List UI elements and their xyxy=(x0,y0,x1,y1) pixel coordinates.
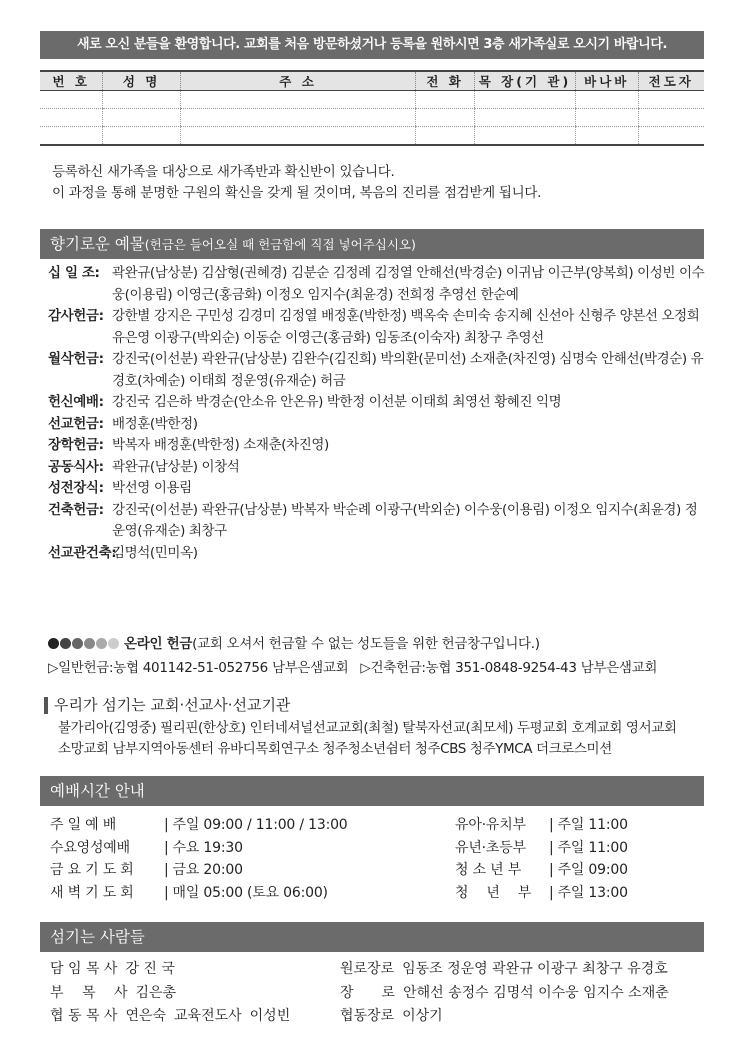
offering-row xyxy=(48,414,708,436)
elder-names: 이상기 xyxy=(402,1008,443,1024)
staff-names: 강 진 국 xyxy=(125,961,175,977)
missions-list xyxy=(58,718,708,760)
online-offering xyxy=(48,632,540,652)
table-cell xyxy=(180,109,416,127)
worship-time: 주일 13:00 xyxy=(557,884,628,901)
header-address: 주 소 xyxy=(180,71,416,91)
worship-time: 주일 09:00 / 11:00 / 13:00 xyxy=(172,817,348,833)
registration-header-row xyxy=(40,71,704,91)
worship-row xyxy=(455,837,628,860)
dot-icon xyxy=(60,638,71,649)
offering-label: 장학헌금: xyxy=(48,437,104,453)
offering-names: 배정훈(박한정) xyxy=(112,415,198,432)
worship-name: 청 소 년 부 xyxy=(455,862,522,878)
table-cell xyxy=(103,91,180,109)
table-cell xyxy=(576,91,638,109)
worship-row xyxy=(50,882,348,905)
table-cell xyxy=(638,127,704,146)
table-cell xyxy=(103,127,180,146)
dot-icon xyxy=(108,638,119,649)
separator: | xyxy=(164,884,169,901)
worship-right xyxy=(455,814,628,904)
elder-names: 임동조 정운영 곽완규 이광구 최창구 유경호 xyxy=(402,961,668,977)
table-cell xyxy=(416,109,475,127)
table-cell xyxy=(474,109,575,127)
offering-names: 박선영 이용림 xyxy=(112,480,192,496)
separator: | xyxy=(164,862,169,878)
missions-line-2: 소망교회 남부지역아동센터 유바디목회연구소 청주청소년쉼터 청주CBS 청주YMCA 더크로스미션 xyxy=(58,741,612,757)
worship-name: 유아·유치부 xyxy=(455,817,526,833)
elder-role: 협동장로 xyxy=(340,1008,395,1024)
offering-label: 건축헌금: xyxy=(48,501,104,518)
online-title: 온라인 헌금 xyxy=(124,636,193,652)
table-cell xyxy=(638,109,704,127)
worship-time: 주일 09:00 xyxy=(557,862,628,878)
staff-names: 김은총 xyxy=(135,984,177,1001)
table-cell xyxy=(638,91,704,109)
elder-role: 장 로 xyxy=(340,984,396,1001)
worship-name: 금 요 기 도 회 xyxy=(50,862,134,878)
staff-role: 부 목 사 xyxy=(50,984,128,1001)
worship-time: 주일 11:00 xyxy=(557,839,628,856)
table-cell xyxy=(474,91,575,109)
worship-time: 주일 11:00 xyxy=(557,817,628,833)
offering-row xyxy=(48,263,708,306)
offering-names: 박복자 배정훈(박한정) 소재춘(차진영) xyxy=(112,437,329,453)
separator: | xyxy=(549,839,554,856)
missions-title: 우리가 섬기는 교회·선교사·선교기관 xyxy=(44,697,290,714)
staff-names-2: 이성빈 xyxy=(249,1008,291,1024)
offering-row xyxy=(48,543,708,565)
header-cell-group: 목 장(기 관) xyxy=(474,71,575,91)
staff-right xyxy=(340,958,669,1029)
offering-names: 강진국(이선분) 곽완규(남상분) 김완수(김진희) 박의환(문미선) 소재춘(차진영) 심명숙 안해선(박경순) 유경호(차예순) 이태희 정운영(유재순) 허금 xyxy=(112,351,704,389)
worship-name: 주 일 예 배 xyxy=(50,817,117,833)
separator: | xyxy=(164,839,169,856)
worship-row xyxy=(455,882,628,905)
offering-row xyxy=(48,392,708,414)
separator: | xyxy=(549,817,554,833)
staff-role-2: 교육전도사 xyxy=(174,1008,242,1024)
account-info xyxy=(48,656,657,676)
offering-names: 곽완규(남상분) 김삼형(권혜경) 김분순 김정례 김정열 안해선(박경순) 이귀남 이근부(양복희) 이성빈 이수웅(이용림) 이영근(홍금화) 이정오 임지수(최윤경) 전희정 추영선 한순예 xyxy=(112,265,705,303)
offering-section-header xyxy=(40,229,704,259)
new-family-note-1: 등록하신 새가족을 대상으로 새가족반과 확신반이 있습니다. xyxy=(52,164,395,180)
header-name: 성 명 xyxy=(103,71,180,91)
online-desc: (교회 오셔서 헌금할 수 없는 성도들을 위한 헌금창구입니다.) xyxy=(192,636,540,652)
offering-names: 강진국 김은하 박경순(안소유 안온유) 박한정 이선분 이태희 최영선 황혜진 익명 xyxy=(112,394,562,410)
worship-section-header: 예배시간 안내 xyxy=(40,776,704,806)
separator: | xyxy=(164,817,169,833)
elder-role: 원로장로 xyxy=(340,961,395,977)
staff-role: 담 임 목 사 xyxy=(50,961,118,977)
offering-row xyxy=(48,435,708,457)
elder-row xyxy=(340,982,669,1006)
dots-icon xyxy=(48,636,120,652)
table-row xyxy=(40,109,704,127)
worship-name: 새 벽 기 도 회 xyxy=(50,884,134,901)
offering-label: 월삭헌금: xyxy=(48,351,104,367)
worship-time: 수요 19:30 xyxy=(172,839,243,856)
offering-label: 공동식사: xyxy=(48,458,104,475)
offering-row xyxy=(48,349,708,392)
table-cell xyxy=(180,127,416,146)
staff-names: 연은숙 xyxy=(125,1008,167,1024)
missions-line-1: 불가리아(김영중) 필리핀(한상호) 인터네셔널선교교회(최철) 탈북자선교(최모세) 두평교회 호계교회 영서교회 xyxy=(58,720,677,736)
separator: | xyxy=(549,884,554,901)
worship-row xyxy=(455,814,628,837)
new-family-note-2: 이 과정을 통해 분명한 구원의 확신을 갖게 될 것이며, 복음의 진리를 점검받게 됩니다. xyxy=(52,185,542,201)
header-barnabas: 바나바 xyxy=(576,71,638,91)
table-row xyxy=(40,91,704,109)
dot-icon xyxy=(84,638,95,649)
elder-names: 안해선 송정수 김명석 이수웅 임지수 소재춘 xyxy=(403,984,669,1001)
dot-icon xyxy=(48,638,59,649)
table-cell xyxy=(180,91,416,109)
staff-row xyxy=(50,1005,290,1029)
table-cell xyxy=(576,109,638,127)
offering-label: 십 일 조: xyxy=(48,265,100,281)
elder-row xyxy=(340,1005,669,1029)
registration-table xyxy=(40,70,704,146)
staff-row xyxy=(50,982,290,1006)
dot-icon xyxy=(96,638,107,649)
worship-name: 수요영성예배 xyxy=(50,839,130,856)
staff-left xyxy=(50,958,290,1029)
offering-label: 선교관건축: xyxy=(48,544,117,561)
staff-section-header: 섬기는 사람들 xyxy=(40,922,704,952)
building-account: ▷건축헌금:농협 351-0848-9254-43 남부은샘교회 xyxy=(360,660,658,676)
offering-label: 감사헌금: xyxy=(48,308,104,324)
table-row xyxy=(40,127,704,146)
offering-names: 김명석(민미옥) xyxy=(112,544,198,561)
worship-row xyxy=(455,859,628,882)
welcome-banner: 새로 오신 분들을 환영합니다. 교회를 처음 방문하셨거나 등록을 원하시면 3층 새가족실로 오시기 바랍니다. xyxy=(40,31,704,59)
offering-subtitle: (헌금은 들어오실 때 헌금함에 직접 넣어주십시오) xyxy=(144,237,416,252)
table-cell xyxy=(576,127,638,146)
table-cell xyxy=(40,127,103,146)
staff-row xyxy=(50,958,290,982)
worship-row xyxy=(50,814,348,837)
offering-label: 헌신예배: xyxy=(48,394,104,410)
header-evangelist: 전도자 xyxy=(638,71,704,91)
worship-name: 청 년 부 xyxy=(455,884,532,901)
dot-icon xyxy=(72,638,83,649)
elder-row xyxy=(340,958,669,982)
worship-time: 금요 20:00 xyxy=(172,862,243,878)
offering-names: 곽완규(남상분) 이창석 xyxy=(112,458,240,475)
offering-row xyxy=(48,500,708,543)
table-cell xyxy=(416,127,475,146)
offering-row xyxy=(48,457,708,479)
table-cell xyxy=(474,127,575,146)
separator: | xyxy=(549,862,554,878)
worship-name: 유년·초등부 xyxy=(455,839,526,856)
table-cell xyxy=(40,109,103,127)
offering-label: 선교헌금: xyxy=(48,415,104,432)
offering-row xyxy=(48,478,708,500)
table-cell xyxy=(103,109,180,127)
general-account: ▷일반헌금:농협 401142-51-052756 남부은샘교회 xyxy=(48,660,349,676)
header-phone: 전 화 xyxy=(416,71,475,91)
offering-names: 강한별 강지은 구민성 김경미 김정열 배정훈(박한정) 백옥숙 손미숙 송지혜 신선아 신형주 양본선 오정희 유은영 이광구(박외순) 이동순 이영근(홍금화) 임동조(이숙자) 최창구 추영선 xyxy=(112,308,700,346)
table-cell xyxy=(416,91,475,109)
worship-row xyxy=(50,837,348,860)
offering-list xyxy=(48,263,708,564)
offering-row xyxy=(48,306,708,349)
worship-left xyxy=(50,814,348,904)
worship-row xyxy=(50,859,348,882)
offering-title: 향기로운 예물 xyxy=(50,235,145,253)
header-number: 번 호 xyxy=(40,71,103,91)
offering-names: 강진국(이선분) 곽완규(남상분) 박복자 박순례 이광구(박외순) 이수웅(이용림) 이정오 임지수(최윤경) 정운영(유재순) 최창구 xyxy=(112,501,698,539)
offering-label: 성전장식: xyxy=(48,480,104,496)
worship-time: 매일 05:00 (토요 06:00) xyxy=(172,884,328,901)
staff-role: 협 동 목 사 xyxy=(50,1008,118,1024)
table-cell xyxy=(40,91,103,109)
